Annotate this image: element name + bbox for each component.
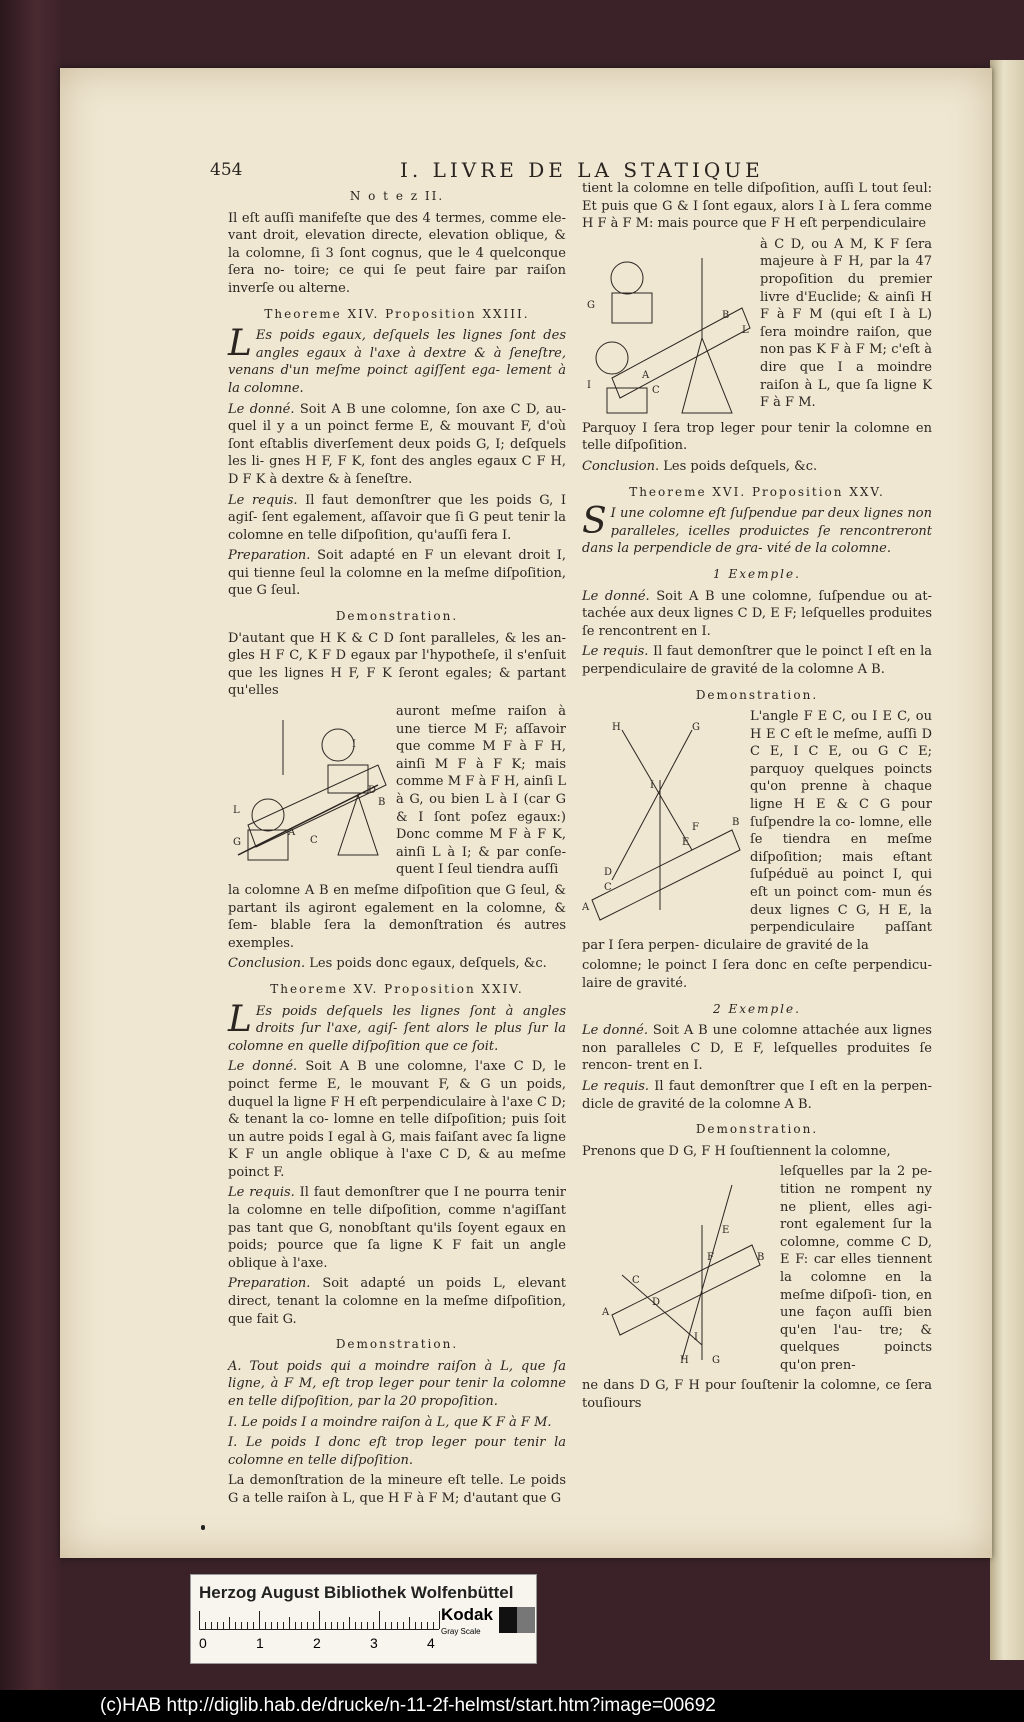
svg-text:A: A <box>582 902 590 914</box>
ruler-tick <box>205 1622 206 1629</box>
svg-text:I: I <box>694 1332 698 1344</box>
ruler-tick <box>391 1622 392 1629</box>
ruler-tick <box>379 1611 380 1629</box>
requis-label: Le requis. <box>228 492 298 508</box>
ruler-tick <box>229 1617 230 1629</box>
ruler-tick <box>271 1622 272 1629</box>
ruler-tick <box>337 1622 338 1629</box>
prep-label: Preparation. <box>228 548 311 564</box>
page-number: 454 <box>210 160 243 180</box>
ruler-tick <box>415 1622 416 1629</box>
ruler-tick <box>433 1622 434 1629</box>
donne-text: Soit A B une colomne, ſon axe C D, au- quel il y a un poinct ferme E, & mouvant F, d'où ſont eſtablis diverſement deux poids G, I; deſquels les li- gnes H F, F K, font des angles egaux C F H, D F K à dextre & à ſeneſtre. <box>228 401 566 487</box>
svg-text:H: H <box>680 1355 689 1366</box>
donne-text-3: Soit A B une colomne, ſuſpendue ou at- tachée aux deux lignes C D, E F; leſquelles produites ſe rencontrent en I. <box>582 588 932 639</box>
ruler-tick <box>313 1622 314 1629</box>
svg-text:I: I <box>352 739 356 751</box>
svg-text:E: E <box>682 837 690 849</box>
svg-text:G: G <box>587 299 595 311</box>
prep-text: Soit adapté en F un elevant droit I, qui tienne ſeul la colomne en la meſme diſpoſition, que G ſeul. <box>228 548 566 599</box>
right-text-2: à C D, ou A M, K F ſera majeure à F H, par la 47 propoſition du premier livre d'Euclide; & ainſi H F à F M (qui eſt I à L) ſera moindre raiſon, que non pas K F à F M; c'eſt à dire que I a moindre raiſon à L, que ſa ligne K F à F M. <box>760 236 932 411</box>
ruler-tick <box>397 1622 398 1629</box>
conclusion-label: Conclusion. <box>228 956 306 972</box>
notez-text: Il eſt auſſi manifeſte que des 4 termes, comme ele- vant droit, elevation directe, elevation oblique, & la colomne, ſi 3 ſont cognus, que le 4 quelconque ſera no- toire; ce qui ſe peut faire par raiſon inverſe ou alterne. <box>228 210 566 296</box>
donne-label: Le donné. <box>582 1023 648 1039</box>
svg-text:L: L <box>742 324 749 336</box>
scale-number: 0 <box>199 1635 207 1651</box>
donne-text-2: Soit A B une colomne, l'axe C D, le poinct ferme E, le mouvant F, & G un poids, duquel la ligne F H eſt perpendiculaire à l'axe C D; & tenant la co- lomne en telle diſpoſition; puis ſoit un autre poids I egal à G, mais faiſant avec ſa ligne K F un angle oblique à l'axe C D, & au meſme poinct F. <box>228 1059 566 1180</box>
closing-text: La demonſtration de la mineure eſt telle. Le poids G a telle raiſon à L, que H F à F M; d'autant que G <box>228 1473 566 1506</box>
demonstration-heading: Demonstration. <box>695 1122 819 1137</box>
adjacent-page-edge <box>990 60 1024 1660</box>
ruler-tick <box>301 1622 302 1629</box>
gray-swatch <box>499 1607 517 1633</box>
scale-number: 3 <box>370 1635 378 1651</box>
example-1-heading: 1 Exemple. <box>713 566 801 581</box>
requis-label: Le requis. <box>582 644 649 660</box>
ruler-tick <box>211 1622 212 1629</box>
ruler-tick <box>331 1622 332 1629</box>
left-column <box>228 180 566 1511</box>
ruler-tick <box>343 1622 344 1629</box>
ruler-tick <box>355 1622 356 1629</box>
suspension-figure-1 <box>582 710 742 930</box>
syllogism-i1: I. Le poids I a moindre raiſon à L, que K F à F M. <box>228 1414 552 1430</box>
ruler-tick <box>427 1622 428 1629</box>
svg-text:L: L <box>233 805 240 817</box>
demo-text-3: la colomne A B en meſme diſpoſition que G ſeul, & partant ils agiront egalement en la colomne, & ſem- blable ſera la demonſtration és autres exemples. <box>228 882 566 951</box>
requis-text-2: Il faut demonſtrer que I ne pourra tenir la colomne en telle diſpoſition, comme n'agiſſant pas tant que G, nonobſtant qu'ils ſoyent egaux en poids; pource que ſa ligne K F fait un angle oblique à l'axe. <box>228 1185 566 1271</box>
svg-text:A: A <box>288 827 296 839</box>
theorem-15-heading: Theoreme XV. Proposition XXIV. <box>270 981 524 996</box>
ruler-tick <box>307 1622 308 1629</box>
gray-scale-label: Gray Scale <box>441 1627 481 1636</box>
ruler-tick <box>373 1622 374 1629</box>
svg-text:B: B <box>378 797 386 809</box>
right-column <box>582 180 932 1416</box>
suspension-figure-2 <box>582 1165 772 1365</box>
demo-text-6: Prenons que D G, F H ſouſtiennent la colomne, <box>582 1143 891 1159</box>
ruler-tick <box>241 1622 242 1629</box>
requis-text: Il faut demonſtrer que les poids G, I agiſ- ſent egalement, aſſavoir que ſi G peut tenir la colomne en telle diſpoſition, qu'auſſi fera I. <box>228 492 566 543</box>
donne-label: Le donné. <box>582 588 650 604</box>
ruler-tick <box>277 1622 278 1629</box>
ink-mark <box>201 1525 205 1530</box>
svg-text:B: B <box>722 309 730 321</box>
ruler-tick <box>403 1622 404 1629</box>
svg-text:B: B <box>732 817 740 829</box>
svg-text:C: C <box>310 835 318 847</box>
ruler-tick <box>367 1622 368 1629</box>
pulley-figure-1 <box>228 705 388 875</box>
ruler-tick <box>439 1611 440 1629</box>
svg-text:C: C <box>652 384 660 396</box>
theorem-16-heading: Theoreme XVI. Proposition XXV. <box>629 484 885 499</box>
scale-number: 1 <box>256 1635 264 1651</box>
ruler-tick <box>283 1622 284 1629</box>
svg-text:I: I <box>650 780 654 792</box>
example-2-heading: 2 Exemple. <box>713 1001 801 1016</box>
right-text-3: Parquoy I ſera trop leger pour tenir la colomne en telle diſpoſition. <box>582 420 932 454</box>
syllogism-i2: I. Le poids I donc eſt trop leger pour tenir la colomne en telle diſpoſition. <box>228 1435 566 1468</box>
ruler-tick <box>265 1622 266 1629</box>
svg-text:C: C <box>604 882 612 894</box>
svg-text:G: G <box>233 837 241 849</box>
theorem-14-heading: Theoreme XIV. Proposition XXIII. <box>264 306 530 321</box>
requis-label: Le requis. <box>582 1078 650 1094</box>
conclusion-text: Les poids donc egaux, deſquels, &c. <box>309 956 547 972</box>
notez-heading: N o t e z II. <box>349 189 445 203</box>
copyright-footer: (c)HAB http://diglib.hab.de/drucke/n-11-2f-helmst/start.htm?image=00692 <box>0 1690 1024 1722</box>
scale-number: 4 <box>427 1635 435 1651</box>
prep-label: Preparation. <box>228 1276 311 1292</box>
ruler-tick <box>409 1617 410 1629</box>
svg-text:D: D <box>652 1297 661 1309</box>
prep-text-2: Soit adapté un poids L, elevant direct, tenant la colomne en la meſme diſpoſition, que fait G. <box>228 1276 566 1327</box>
ruler-tick <box>421 1622 422 1629</box>
svg-text:F: F <box>692 822 699 834</box>
right-text-1: tient la colomne en telle diſpoſition, auſſi L tout ſeul: Et puis que G & I ſont egaux, alors I à L ſera comme H F à F M: mais pource que F H eſt perpendiculaire <box>582 181 932 232</box>
drop-cap: L <box>228 998 252 1040</box>
ruler-tick <box>259 1611 260 1629</box>
conclusion-label: Conclusion. <box>582 458 660 474</box>
demo-text-5: colomne; le poinct I ſera donc en ceſte perpendicu- laire de gravité. <box>582 958 932 991</box>
ruler-tick <box>385 1622 386 1629</box>
svg-text:E: E <box>722 1225 730 1237</box>
svg-text:G: G <box>692 722 700 734</box>
requis-text-3: Il faut demonſtrer que le poinct I eſt en la perpendiculaire de gravité de la colomne A B. <box>582 644 932 677</box>
library-color-card <box>190 1574 537 1664</box>
syllogism-a: A. Tout poids qui a moindre raiſon à L, que ſa ligne, à F M, eſt trop leger pour tenir la colomne en telle diſpoſition, par la 20 propoſition. <box>228 1358 566 1409</box>
theorem-14-text: Es poids egaux, deſquels les lignes ſont des angles egaux à l'axe à dextre & à ſeneſtre, venans d'un meſme poinct agiſſent ega- lement à la colomne. <box>228 328 566 396</box>
donne-label: Le donné. <box>228 1059 298 1075</box>
demonstration-heading: Demonstration. <box>335 1337 459 1352</box>
book-spine <box>0 0 60 1690</box>
ruler-tick <box>289 1617 290 1629</box>
requis-text-4: Il faut demonſtrer que I eſt en la perpen- dicle de gravité de la colomne A B. <box>582 1078 932 1112</box>
svg-text:F: F <box>707 1252 714 1264</box>
ruler-tick <box>247 1622 248 1629</box>
ruler-tick <box>217 1622 218 1629</box>
demonstration-heading: Demonstration. <box>695 687 819 702</box>
scale-ruler <box>199 1611 439 1630</box>
demo-text-2: auront meſme raiſon à une tierce M F; aſſavoir que comme M F à F H, ainſi M F à F K; mais comme M F à F H, ainſi L à G, ou bien L à I (car G & I ſont poſez egaux:) Donc comme M F à F K, ainſi L à I; & par conſe- quent I ſeul tiendra auſſi <box>396 704 566 878</box>
running-head: I. LIVRE DE LA STATIQUE <box>400 158 764 182</box>
svg-text:I: I <box>587 379 591 391</box>
svg-text:H: H <box>612 722 621 734</box>
library-name: Herzog August Bibliothek Wolfenbüttel <box>199 1583 514 1602</box>
svg-text:D: D <box>604 867 613 879</box>
svg-text:A: A <box>602 1307 610 1319</box>
svg-text:G: G <box>712 1355 720 1366</box>
theorem-15-text: Es poids deſquels les lignes ſont à angles droits ſur l'axe, agiſ- ſent alors le plus ſur la colomne en quelle diſpoſition que ce ſoit. <box>228 1003 566 1054</box>
drop-cap: S <box>582 501 607 543</box>
conclusion-text-2: Les poids deſquels, &c. <box>663 458 818 474</box>
ruler-tick <box>319 1611 320 1629</box>
donne-label: Le donné. <box>228 401 295 417</box>
ruler-tick <box>295 1622 296 1629</box>
drop-cap: L <box>228 323 252 365</box>
ruler-tick <box>361 1622 362 1629</box>
demonstration-heading: Demonstration. <box>335 609 459 624</box>
theorem-16-text: I une colomne eſt ſuſpendue par deux lignes non paralleles, icelles produictes ſe rencontreront dans la perpendicle de gra- vité de la colomne. <box>582 506 932 557</box>
ruler-tick <box>199 1611 200 1629</box>
gray-swatch <box>517 1607 535 1633</box>
demo-text-1: D'autant que H K & C D ſont paralleles, & les an- gles H F C, K F D egaux par l'hypotheſe, il s'enſuit que les lignes H F, F K ſeront egales; & partant qu'elles <box>228 630 566 699</box>
requis-label: Le requis. <box>228 1185 295 1201</box>
pulley-figure-2 <box>582 238 752 418</box>
ruler-tick <box>325 1622 326 1629</box>
scale-number: 2 <box>313 1635 321 1651</box>
demo-text-7: leſquelles par la 2 pe- tition ne rompent ny ne plient, elles agi- ront egalement ſur la colomne, comme C D, E F: car elles tiennent la colomne en la meſme diſpoſi- tion, en une façon auſſi bien qu'en l'au- tre; & quelques poincts qu'on pren- <box>780 1164 932 1373</box>
svg-text:C: C <box>632 1275 640 1287</box>
ruler-tick <box>349 1617 350 1629</box>
svg-text:D: D <box>368 785 377 797</box>
ruler-tick <box>253 1622 254 1629</box>
demo-text-8: ne dans D G, F H pour ſouſtenir la colomne, ce ſera touſiours <box>582 1378 932 1412</box>
ruler-tick <box>235 1622 236 1629</box>
donne-text-4: Soit A B une colomne attachée aux lignes non paralleles C D, E F, leſquelles produites ſe rencon- trent en I. <box>582 1023 932 1074</box>
svg-text:B: B <box>757 1252 765 1264</box>
ruler-tick <box>223 1622 224 1629</box>
demo-text-4: L'angle F E C, ou I E C, ou H E C eſt le meſme, auſſi D C E, I C E, ou G C E; parquoy quelques poincts qu'on prenne à chaque ligne H E & C G pour ſuſpendre la co- lomne, elle ſe tiendra en meſme diſpoſition; mais eſtant ſuſpéduë au poinct I, qui eſt un poinct com- mun és deux lignes C G, H E, la perpendiculaire paſſant par I ſera perpen- diculaire de gravité de la <box>582 709 932 953</box>
kodak-logo: Kodak <box>441 1605 493 1624</box>
svg-text:A: A <box>642 369 650 381</box>
